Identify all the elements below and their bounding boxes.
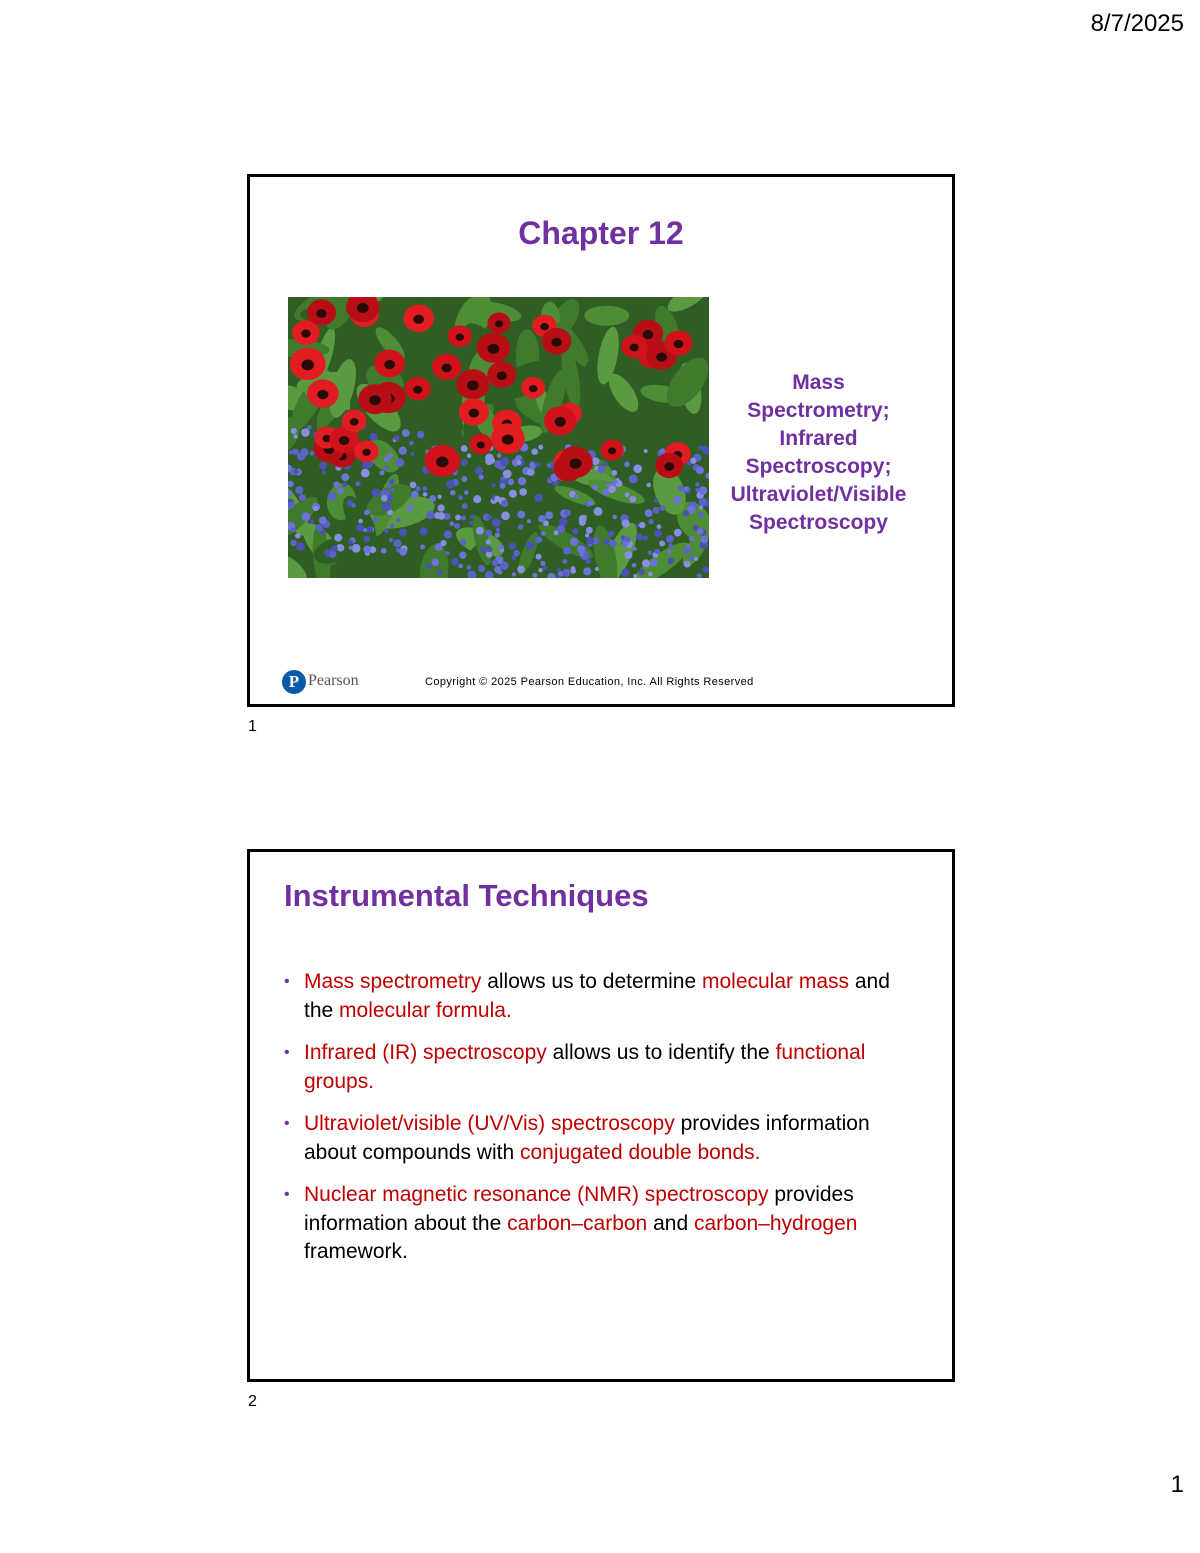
term-highlight: Infrared (IR) spectroscopy bbox=[304, 1041, 547, 1064]
body-text: allows us to identify the bbox=[546, 1041, 776, 1064]
slide-2 bbox=[247, 849, 955, 1382]
slide-2-title: Instrumental Techniques bbox=[284, 878, 649, 913]
body-text: provides information about the bbox=[304, 1183, 854, 1235]
slide-1-subtitle: Mass Spectrometry; Infrared Spectroscopy; Ultraviolet/Visible Spectroscopy bbox=[730, 371, 907, 534]
body-text: and bbox=[647, 1211, 694, 1235]
term-highlight: molecular mass bbox=[701, 970, 850, 993]
body-text: allows us to determine bbox=[481, 970, 702, 993]
slide-2-number: 2 bbox=[248, 1393, 257, 1410]
bullet-mass-spectrometry bbox=[284, 968, 924, 1025]
pearson-logo-icon: P bbox=[282, 670, 306, 694]
tulip-flowers-image bbox=[288, 297, 709, 578]
pearson-logo bbox=[282, 670, 372, 696]
bullet-infrared bbox=[284, 1039, 924, 1096]
print-date: 8/7/2025 bbox=[1090, 10, 1184, 37]
page-number: 1 bbox=[1170, 1471, 1184, 1498]
term-highlight: Ultraviolet/visible (UV/Vis) spectroscopy bbox=[304, 1112, 675, 1135]
term-highlight: Mass spectrometry bbox=[304, 970, 482, 993]
body-text: provides information about compounds with bbox=[304, 1112, 870, 1164]
pearson-logo-wordmark: Pearson bbox=[308, 672, 359, 689]
slide-1-number: 1 bbox=[248, 718, 257, 735]
slide-1 bbox=[247, 174, 955, 707]
term-highlight: functional groups. bbox=[304, 1041, 866, 1093]
flower-field-graphic bbox=[288, 297, 709, 578]
body-text: framework. bbox=[304, 1240, 408, 1263]
bullet-nmr bbox=[284, 1181, 924, 1267]
body-text: and the bbox=[304, 970, 890, 1022]
term-highlight: carbon–carbon bbox=[507, 1211, 648, 1235]
term-highlight: conjugated double bonds. bbox=[519, 1140, 761, 1164]
copyright-notice: Copyright © 2025 Pearson Education, Inc. All Rights Reserved bbox=[425, 676, 754, 688]
term-highlight: molecular formula. bbox=[339, 998, 512, 1022]
bullet-uv-vis bbox=[284, 1110, 924, 1167]
bullet-list bbox=[284, 968, 924, 1281]
term-highlight: Nuclear magnetic resonance (NMR) spectroscopy bbox=[304, 1183, 769, 1206]
term-highlight: carbon–hydrogen bbox=[693, 1211, 858, 1235]
slide-1-title: Chapter 12 bbox=[518, 215, 684, 251]
